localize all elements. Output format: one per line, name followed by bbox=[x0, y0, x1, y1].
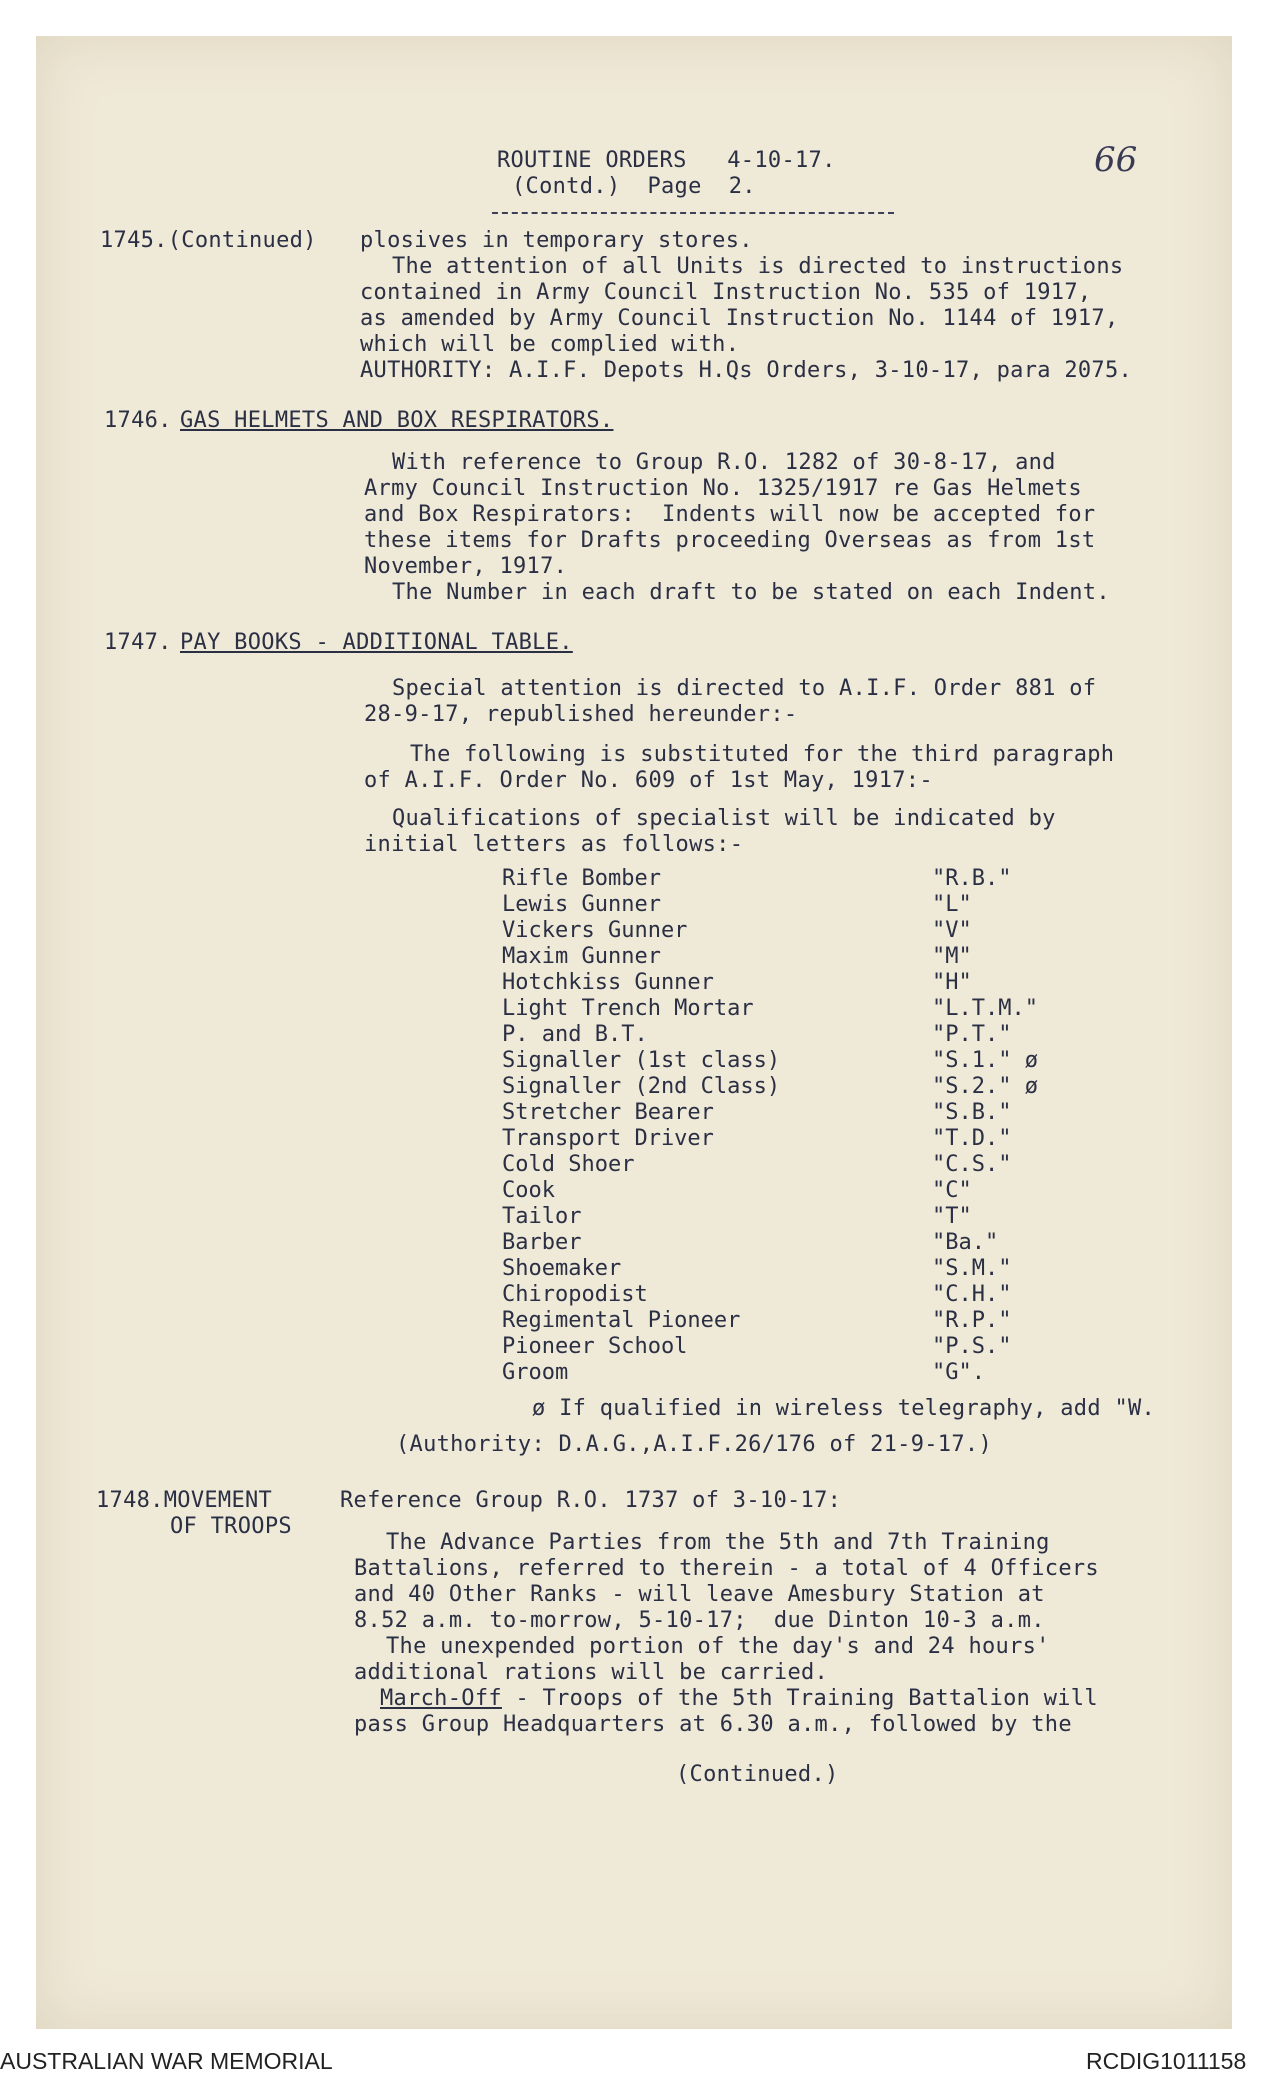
order-1748-line: 8.52 a.m. to-morrow, 5-10-17; due Dinton 10-3 a.m. bbox=[354, 1608, 1045, 1633]
order-1747-number: 1747. bbox=[104, 630, 172, 655]
table-row-code: "S.2." ø bbox=[932, 1074, 1038, 1099]
order-1747-title: PAY BOOKS - ADDITIONAL TABLE. bbox=[180, 630, 573, 655]
table-row-name: Regimental Pioneer bbox=[502, 1308, 741, 1333]
table-row-name: Light Trench Mortar bbox=[502, 996, 754, 1021]
order-1746-line: these items for Drafts proceeding Overseas as from 1st bbox=[364, 528, 1096, 553]
footer-id: RCDIG1011158 bbox=[1086, 2048, 1247, 2074]
march-off-text: - Troops of the 5th Training Battalion will bbox=[501, 1686, 1098, 1711]
order-1748-line: The unexpended portion of the day's and 24 hours' bbox=[386, 1634, 1050, 1659]
table-row-code: "R.B." bbox=[932, 866, 1012, 891]
table-row-name: Vickers Gunner bbox=[502, 918, 688, 943]
footer-credit: AUSTRALIAN WAR MEMORIAL bbox=[0, 2048, 333, 2074]
march-off-label: March-Off bbox=[380, 1686, 502, 1711]
table-row-code: "L" bbox=[932, 892, 972, 917]
table-row-name: Chiropodist bbox=[502, 1282, 648, 1307]
table-row-code: "R.P." bbox=[932, 1308, 1012, 1333]
order-1748-number: 1748.MOVEMENT bbox=[96, 1488, 273, 1513]
order-1748-line: The Advance Parties from the 5th and 7th Training bbox=[386, 1530, 1050, 1555]
table-row-code: "M" bbox=[932, 944, 972, 969]
order-1748-line: pass Group Headquarters at 6.30 a.m., followed by the bbox=[354, 1712, 1072, 1737]
order-1748-line: additional rations will be carried. bbox=[354, 1660, 829, 1685]
page-subtitle: (Contd.) Page 2. bbox=[512, 174, 756, 199]
table-row-name: Barber bbox=[502, 1230, 582, 1255]
order-1747-line: Special attention is directed to A.I.F. Order 881 of bbox=[392, 676, 1097, 701]
order-1746-line: With reference to Group R.O. 1282 of 30-8-17, and bbox=[392, 450, 1056, 475]
table-row-name: Cook bbox=[502, 1178, 555, 1203]
continued-note: (Continued.) bbox=[676, 1762, 839, 1787]
table-row-code: "T" bbox=[932, 1204, 972, 1229]
order-1745-number: 1745.(Continued) bbox=[100, 228, 317, 253]
order-1746-line: and Box Respirators: Indents will now be accepted for bbox=[364, 502, 1096, 527]
table-row-name: Maxim Gunner bbox=[502, 944, 661, 969]
table-row-code: "G". bbox=[932, 1360, 985, 1385]
table-row-code: "C.S." bbox=[932, 1152, 1012, 1177]
order-1747-line: 28-9-17, republished hereunder:- bbox=[364, 702, 798, 727]
table-row-code: "L.T.M." bbox=[932, 996, 1038, 1021]
table-row-name: Pioneer School bbox=[502, 1334, 688, 1359]
order-1747-line: The following is substituted for the third paragraph bbox=[410, 742, 1115, 767]
order-1745-authority: AUTHORITY: A.I.F. Depots H.Qs Orders, 3-10-17, para 2075. bbox=[360, 358, 1133, 383]
order-1747-footnote: ø If qualified in wireless telegraphy, add "W. bbox=[532, 1396, 1156, 1421]
table-row-code: "S.1." ø bbox=[932, 1048, 1038, 1073]
order-1745-line: which will be complied with. bbox=[360, 332, 740, 357]
table-row-code: "S.B." bbox=[932, 1100, 1012, 1125]
handwritten-page-number: 66 bbox=[1094, 140, 1138, 180]
order-1746-number: 1746. bbox=[104, 408, 172, 433]
order-1746-line: Army Council Instruction No. 1325/1917 re Gas Helmets bbox=[364, 476, 1082, 501]
table-row-code: "P.T." bbox=[932, 1022, 1012, 1047]
order-1747-authority: (Authority: D.A.G.,A.I.F.26/176 of 21-9-17.) bbox=[396, 1432, 992, 1457]
table-row-code: "S.M." bbox=[932, 1256, 1012, 1281]
order-1747-line: Qualifications of specialist will be indicated by bbox=[392, 806, 1056, 831]
table-row-code: "Ba." bbox=[932, 1230, 999, 1255]
table-row-name: Signaller (1st class) bbox=[502, 1048, 781, 1073]
table-row-name: Shoemaker bbox=[502, 1256, 622, 1281]
order-1745-line: contained in Army Council Instruction No. 535 of 1917, bbox=[360, 280, 1092, 305]
table-row-name: Transport Driver bbox=[502, 1126, 714, 1151]
order-1748-line: Battalions, referred to therein - a total of 4 Officers bbox=[354, 1556, 1099, 1581]
table-row-code: "C.H." bbox=[932, 1282, 1012, 1307]
page-title: ROUTINE ORDERS 4-10-17. bbox=[497, 148, 836, 173]
table-row-name: Tailor bbox=[502, 1204, 582, 1229]
order-1745-line: The attention of all Units is directed to instructions bbox=[392, 254, 1124, 279]
table-row-name: Rifle Bomber bbox=[502, 866, 661, 891]
order-1746-title: GAS HELMETS AND BOX RESPIRATORS. bbox=[180, 408, 614, 433]
table-row-name: Lewis Gunner bbox=[502, 892, 661, 917]
order-1747-line: initial letters as follows:- bbox=[364, 832, 744, 857]
table-row-code: "T.D." bbox=[932, 1126, 1012, 1151]
header-divider bbox=[492, 212, 894, 214]
order-1745-line: as amended by Army Council Instruction No. 1144 of 1917, bbox=[360, 306, 1119, 331]
order-1748-line: and 40 Other Ranks - will leave Amesbury Station at bbox=[354, 1582, 1045, 1607]
order-1745-line: plosives in temporary stores. bbox=[360, 228, 753, 253]
order-1746-line: November, 1917. bbox=[364, 554, 568, 579]
table-row-name: Cold Shoer bbox=[502, 1152, 635, 1177]
table-row-code: "V" bbox=[932, 918, 972, 943]
table-row-code: "C" bbox=[932, 1178, 972, 1203]
order-1747-line: of A.I.F. Order No. 609 of 1st May, 1917:- bbox=[364, 768, 933, 793]
order-1748-march-line bbox=[380, 1686, 1098, 1712]
order-1748-reference: Reference Group R.O. 1737 of 3-10-17: bbox=[340, 1488, 842, 1513]
table-row-name: Hotchkiss Gunner bbox=[502, 970, 714, 995]
table-row-code: "H" bbox=[932, 970, 972, 995]
table-row-code: "P.S." bbox=[932, 1334, 1012, 1359]
table-row-name: P. and B.T. bbox=[502, 1022, 648, 1047]
order-1746-line: The Number in each draft to be stated on each Indent. bbox=[392, 580, 1110, 605]
table-row-name: Signaller (2nd Class) bbox=[502, 1074, 781, 1099]
table-row-name: Groom bbox=[502, 1360, 569, 1385]
order-1748-number-cont: OF TROOPS bbox=[170, 1514, 292, 1539]
table-row-name: Stretcher Bearer bbox=[502, 1100, 714, 1125]
